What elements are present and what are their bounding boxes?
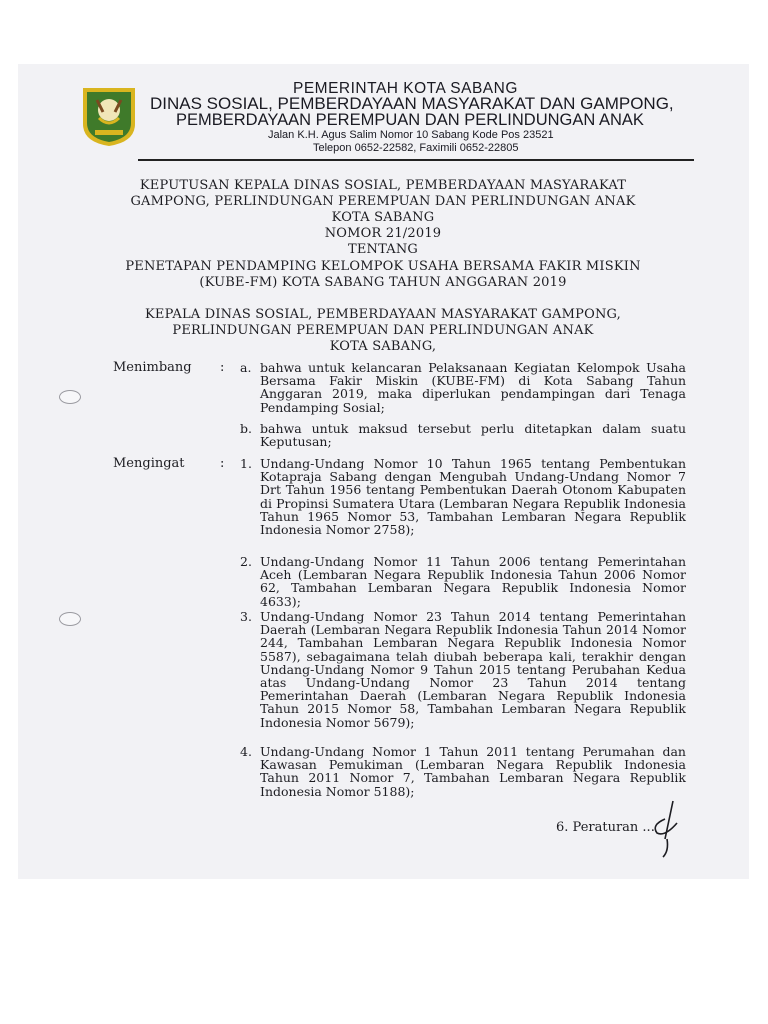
letterhead-agency-line-2: PEMBERDAYAAN PEREMPUAN DAN PERLINDUNGAN ANAK (176, 111, 644, 129)
item-number: 1. (240, 456, 252, 471)
item-text: Undang-Undang Nomor 11 Tahun 2006 tentang Pemerintahan Aceh (Lembaran Negara Republik Indonesia Tahun 2006 Nomor 62, Tambahan Lembaran Negara Republik Indonesia Nomor 4633); (260, 554, 686, 609)
decree-authority (113, 307, 653, 355)
item-number: a. (240, 360, 252, 375)
decree-authority-line: KEPALA DINAS SOSIAL, PEMBERDAYAAN MASYARAKAT GAMPONG, (145, 307, 621, 322)
item-text: Undang-Undang Nomor 23 Tahun 2014 tentang Pemerintahan Daerah (Lembaran Negara Republik Indonesia Tahun 2014 Nomor 244, Tambahan Lembaran Negara Republik Indonesia Nomor 5587), sebagaimana telah diubah beberapa kali, terakhir dengan Undang-Undang Nomor 9 Tahun 2015 tentang Perubahan Kedua atas Undang-Undang Nomor 23 Tahun 2014 tentang Pemerintahan Daerah (Lembaran Negara Republik Indonesia Tahun 2015 Nomor 58, Tambahan Lembaran Negara Republik Indonesia Nomor 5679); (260, 609, 686, 730)
letterhead-agency-line-1: DINAS SOSIAL, PEMBERDAYAAN MASYARAKAT DAN GAMPONG, (150, 94, 674, 113)
decree-subject-line: (KUBE-FM) KOTA SABANG TAHUN ANGGARAN 2019 (199, 275, 567, 290)
menimbang-item (240, 361, 686, 414)
decree-authority-line: KOTA SABANG, (329, 339, 437, 354)
letterhead-divider (138, 159, 694, 161)
decree-about: TENTANG (347, 242, 419, 257)
paraf-signature (643, 799, 693, 859)
decree-title-line: GAMPONG, PERLINDUNGAN PEREMPUAN DAN PERLINDUNGAN ANAK (130, 194, 636, 209)
item-number: 4. (240, 744, 252, 759)
decree-number: NOMOR 21/2019 (324, 226, 442, 241)
item-text: Undang-Undang Nomor 10 Tahun 1965 tentang Pembentukan Kotapraja Sabang dengan Mengubah Undang-Undang Nomor 7 Drt Tahun 1956 tentang Pembentukan Daerah Otonom Kabupaten di Propinsi Sumatera Utara (Lembaran Negara Republik Indonesia Tahun 1965 Nomor 53, Tambahan Lembaran Negara Republik Indonesia Nomor 2758); (260, 456, 686, 538)
punch-hole (59, 390, 81, 404)
menimbang-colon: : (220, 360, 225, 375)
item-number: 2. (240, 554, 252, 569)
item-text: Undang-Undang Nomor 1 Tahun 2011 tentang Perumahan dan Kawasan Pemukiman (Lembaran Negara Republik Indonesia Tahun 2011 Nomor 7, Tambahan Lembaran Negara Republik Indonesia Nomor 5188); (260, 744, 686, 799)
city-emblem-logo (77, 84, 141, 148)
item-text: bahwa untuk maksud tersebut perlu ditetapkan dalam suatu Keputusan; (260, 421, 686, 450)
decree-subject (113, 259, 653, 291)
mengingat-item (240, 555, 686, 608)
mengingat-item (240, 745, 686, 798)
decree-title-line: KOTA SABANG (331, 210, 435, 225)
letterhead-phone: Telepon 0652-22582, Faximili 0652-22805 (313, 142, 519, 154)
decree-subject-line: PENETAPAN PENDAMPING KELOMPOK USAHA BERSAMA FAKIR MISKIN (125, 259, 641, 274)
page-continuation: 6. Peraturan ... (556, 820, 655, 835)
mengingat-item (240, 610, 686, 729)
mengingat-label: Mengingat (113, 456, 185, 471)
decree-title-block (113, 178, 653, 258)
letterhead-address: Jalan K.H. Agus Salim Nomor 10 Sabang Kode Pos 23521 (268, 129, 554, 141)
mengingat-colon: : (220, 456, 225, 471)
item-number: 3. (240, 609, 252, 624)
mengingat-item (240, 457, 686, 536)
decree-title-line: KEPUTUSAN KEPALA DINAS SOSIAL, PEMBERDAYAAN MASYARAKAT (139, 178, 627, 193)
decree-authority-line: PERLINDUNGAN PEREMPUAN DAN PERLINDUNGAN ANAK (172, 323, 594, 338)
item-text: bahwa untuk kelancaran Pelaksanaan Kegiatan Kelompok Usaha Bersama Fakir Miskin (KUBE-FM) di Kota Sabang Tahun Anggaran 2019, maka diperlukan pendampingan dari Tenaga Pendamping Sosial; (260, 360, 686, 415)
item-number: b. (240, 421, 252, 436)
menimbang-item (240, 422, 686, 448)
punch-hole (59, 612, 81, 626)
scanned-document-page (18, 64, 749, 879)
menimbang-label: Menimbang (113, 360, 192, 375)
letterhead-government: PEMERINTAH KOTA SABANG (293, 80, 518, 97)
